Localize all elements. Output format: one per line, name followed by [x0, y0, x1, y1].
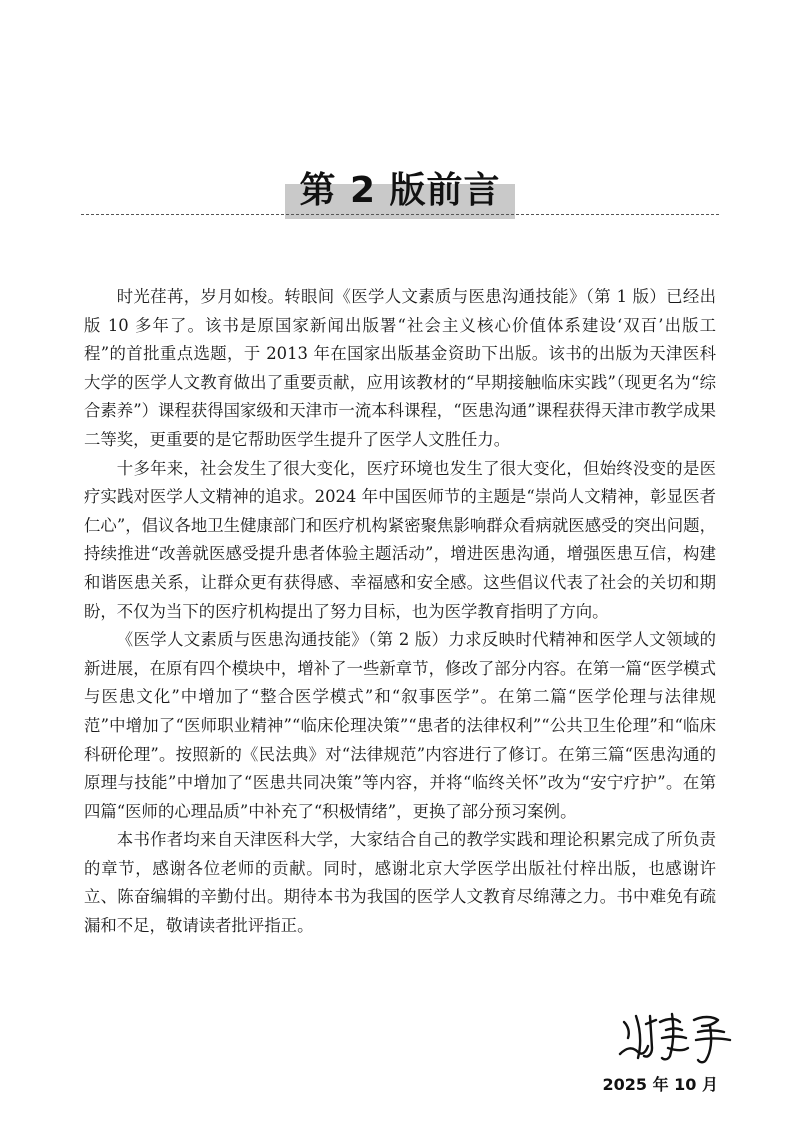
date-line: 2025 年 10 月 — [602, 1075, 718, 1094]
title-band — [285, 158, 514, 219]
page-title: 第 2 版前言 — [299, 170, 501, 211]
title-area — [0, 158, 800, 219]
dashed-divider — [81, 214, 719, 215]
preface-body — [84, 283, 716, 941]
paragraph-1: 时光荏苒，岁月如梭。转眼间《医学人文素质与医患沟通技能》（第 1 版）已经出版 10 多年了。该书是原国家新闻出版署“社会主义核心价值体系建设‘双百’出版工程”的首批重点选题，于 2013 年在国家出版基金资助下出版。该书的出版为天津医科大学的医学人文教育做出了重要贡献，应用该教材的“早期接触临床实践”（现更名为“综合素养”）课程获得国家级和天津市一流本科课程，“医患沟通”课程获得天津市教学成果二等奖，更重要的是它帮助医学生提升了医学人文胜任力。 — [84, 287, 716, 449]
paragraph-4: 本书作者均来自天津医科大学，大家结合自己的教学实践和理论积累完成了所负责的章节，感谢各位老师的贡献。同时，感谢北京大学医学出版社付梓出版，也感谢许立、陈奋编辑的辛勤付出。期待本书为我国的医学人文教育尽绵薄之力。书中难免有疏漏和不足，敬请读者批评指正。 — [84, 830, 716, 936]
paragraph-2: 十多年来，社会发生了很大变化，医疗环境也发生了很大变化，但始终没变的是医疗实践对医学人文精神的追求。2024 年中国医师节的主题是“崇尚人文精神，彰显医者仁心”，倡议各地卫生健康部门和医疗机构紧密聚焦影响群众看病就医感受的突出问题，持续推进“改善就医感受提升患者体验主题活动”，增进医患沟通，增强医患互信，构建和谐医患关系，让群众更有获得感、幸福感和安全感。这些倡议代表了社会的关切和期盼，不仅为当下的医疗机构提出了努力目标，也为医学教育指明了方向。 — [84, 458, 716, 621]
handwritten-signature — [616, 1008, 736, 1066]
paragraph-3: 《医学人文素质与医患沟通技能》（第 2 版）力求反映时代精神和医学人文领域的新进展，在原有四个模块中，增补了一些新章节，修改了部分内容。在第一篇“医学模式与医患文化”中增加了“整合医学模式”和“叙事医学”。在第二篇“医学伦理与法律规范”中增加了“医师职业精神”“临床伦理决策”“患者的法律权利”“公共卫生伦理”和“临床科研伦理”。按照新的《民法典》对“法律规范”内容进行了修订。在第三篇“医患沟通的原理与技能”中增加了“医患共同决策”等内容，并将“临终关怀”改为“安宁疗护”。在第四篇“医师的心理品质”中补充了“积极情绪”，更换了部分预习案例。 — [84, 630, 716, 821]
